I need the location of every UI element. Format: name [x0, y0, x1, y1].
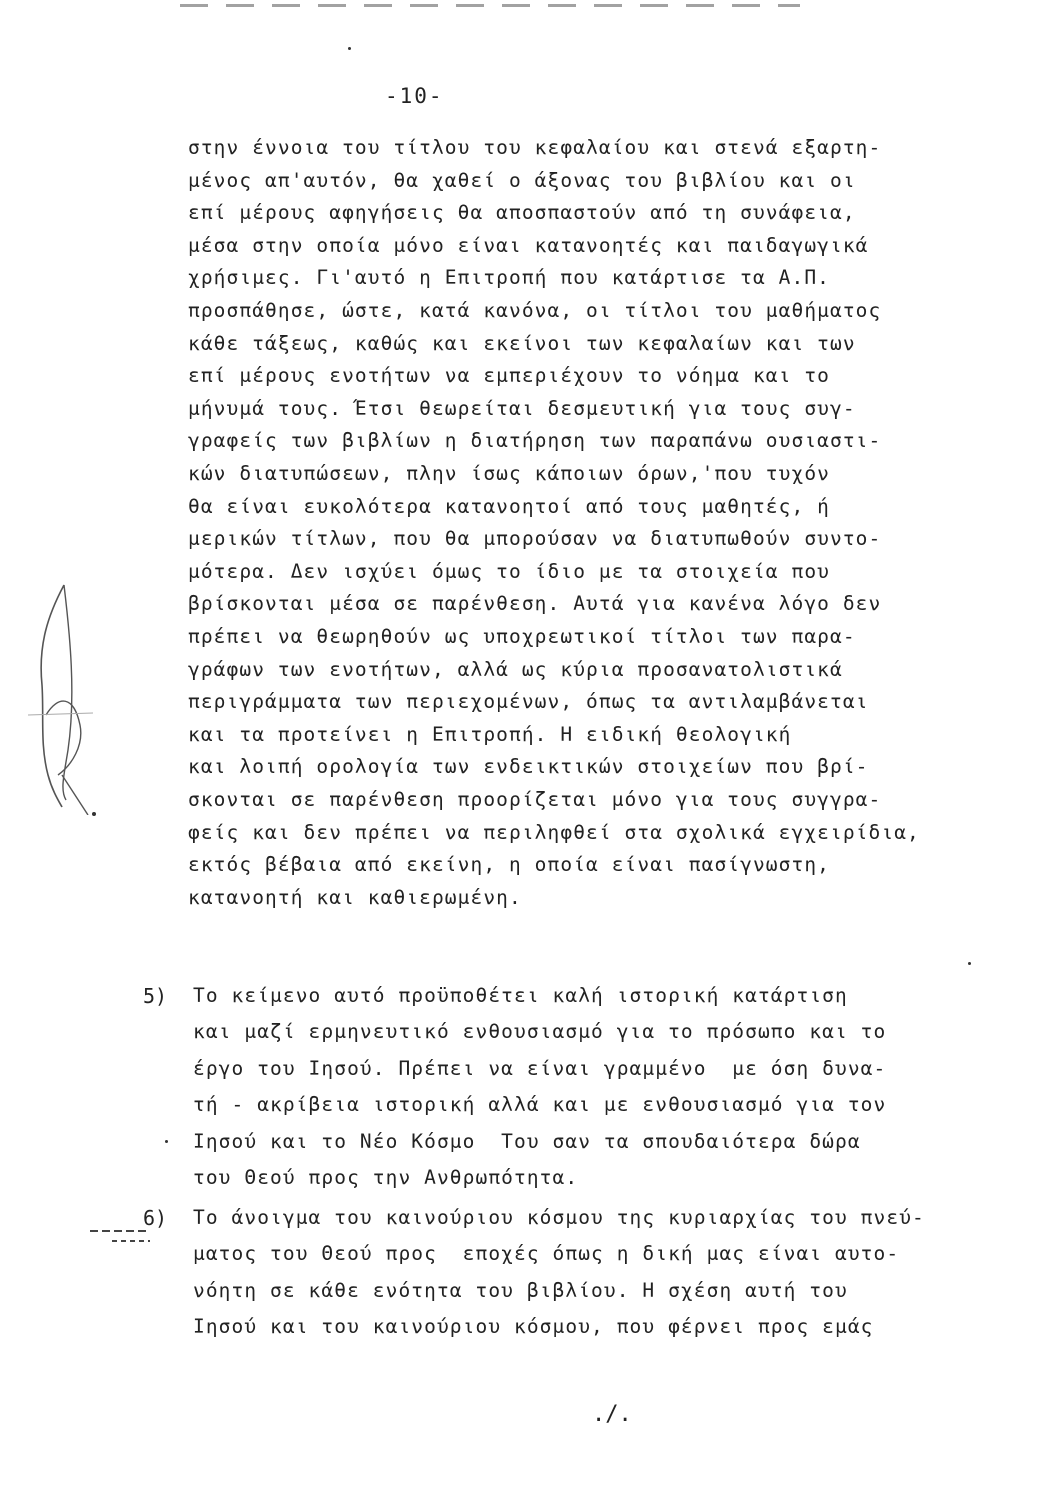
text-line: επί μέρους ενοτήτων να εμπεριέχουν το νόημα και το [188, 364, 830, 388]
margin-dash-mark [90, 1230, 150, 1232]
text-line: έργο του Ιησού. Πρέπει να είναι γραμμένο με όση δυνα- [193, 1056, 887, 1080]
text-line: σκονται σε παρένθεση προορίζεται μόνο για τους συγγρα- [188, 788, 882, 811]
margin-dash-mark [112, 1240, 150, 1242]
top-edge-marks [180, 4, 800, 7]
text-line: και μαζί ερμηνευτικό ενθουσιασμό για το πρόσωπο και το [193, 1020, 887, 1044]
text-line: Το άνοιγμα του καινούριου κόσμου της κυριαρχίας του πνεύ- [193, 1206, 925, 1229]
text-line: γράφων των ενοτήτων, αλλά ως κύρια προσανατολιστικά [188, 657, 843, 681]
text-line: Ιησού και το Νέο Κόσμο Του σαν τα σπουδαιότερα δώρα [193, 1129, 861, 1153]
text-line: νόητη σε κάθε ενότητα του βιβλίου. Η σχέση αυτή του [193, 1278, 848, 1302]
text-line: χρήσιμες. Γι'αυτό η Επιτροπή που κατάρτισε τα Α.Π. [188, 266, 830, 290]
text-line: βρίσκονται μέσα σε παρένθεση. Αυτά για κανένα λόγο δεν [188, 592, 882, 616]
text-line: μήνυμά τους. Έτσι θεωρείται δεσμευτική για τους συγ- [188, 396, 856, 420]
ink-speck [968, 962, 971, 965]
text-line: μερικών τίτλων, που θα μπορούσαν να διατυπωθούν συντο- [188, 527, 882, 551]
text-line: μένος απ'αυτόν, θα χαθεί ο άξονας του βιβλίου και οι [188, 168, 856, 192]
text-line: προσπάθησε, ώστε, κατά κανόνα, οι τίτλοι του μαθήματος [188, 299, 882, 322]
ink-speck [348, 47, 351, 50]
text-line: και λοιπή ορολογία των ενδεικτικών στοιχείων που βρί- [188, 755, 869, 779]
text-line: μότερα. Δεν ισχύει όμως το ίδιο με τα στοιχεία που [188, 559, 830, 583]
text-line: Το κείμενο αυτό προϋποθέτει καλή ιστορική κατάρτιση [193, 984, 848, 1007]
text-line: τή - ακρίβεια ιστορική αλλά και με ενθουσιασμό για τον [193, 1093, 887, 1117]
item-number: 5) [143, 984, 168, 1008]
text-line: θα είναι ευκολότερα κατανοητοί από τους μαθητές, ή [188, 494, 830, 518]
text-line: κάθε τάξεως, καθώς και εκείνοι των κεφαλαίων και των [188, 331, 856, 355]
text-line: στην έννοια του τίτλου του κεφαλαίου και στενά εξαρτη- [188, 136, 882, 159]
continuation-mark: ./. [592, 1402, 632, 1427]
margin-handwritten-mark [18, 575, 98, 815]
text-line: κών διατυπώσεων, πλην ίσως κάποιων όρων,'που τυχόν [188, 462, 830, 485]
text-line: ματος του Θεού προς εποχές όπως η δική μας είναι αυτο- [193, 1242, 900, 1266]
text-line: περιγράμματα των περιεχομένων, όπως τα αντιλαμβάνεται [188, 690, 869, 714]
text-line: επί μέρους αφηγήσεις θα αποσπαστούν από τη συνάφεια, [188, 201, 856, 225]
item-number: 6) [143, 1206, 168, 1230]
ink-speck [92, 812, 96, 816]
text-line: του Θεού προς την Ανθρωπότητα. [193, 1166, 579, 1189]
text-line: Ιησού και του καινούριου κόσμου, που φέρνει προς εμάς [193, 1315, 874, 1339]
text-line: εκτός βέβαια από εκείνη, η οποία είναι πασίγνωστη, [188, 853, 830, 877]
text-line: γραφείς των βιβλίων η διατήρηση των παραπάνω ουσιαστι- [188, 429, 882, 453]
page-number: -10- [385, 84, 444, 108]
text-line: και τα προτείνει η Επιτροπή. Η ειδική θεολογική [188, 722, 792, 746]
text-line: μέσα στην οποία μόνο είναι κατανοητές και παιδαγωγικά [188, 233, 869, 257]
text-line: πρέπει να θεωρηθούν ως υποχρεωτικοί τίτλοι των παρα- [188, 625, 856, 648]
text-line: κατανοητή και καθιερωμένη. [188, 885, 522, 909]
text-line: φείς και δεν πρέπει να περιληφθεί στα σχολικά εγχειρίδια, [188, 820, 920, 844]
ink-speck [165, 1140, 168, 1143]
